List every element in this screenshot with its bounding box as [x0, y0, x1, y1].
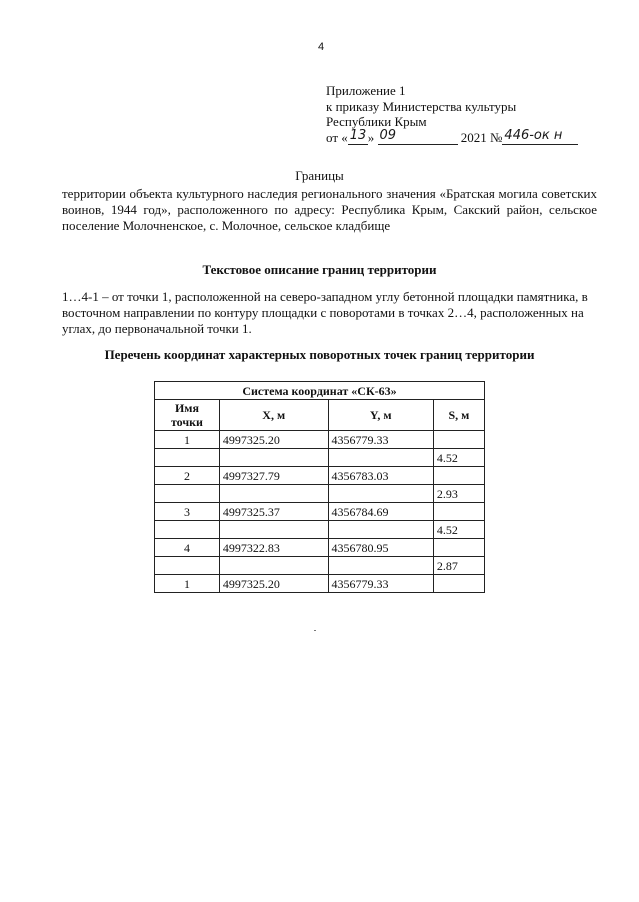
appendix-title: Приложение 1 — [326, 83, 406, 98]
appendix-date-line — [326, 127, 578, 146]
cell-x: 4997325.20 — [219, 575, 328, 593]
document-title: Границы — [295, 168, 344, 183]
cell-s — [433, 539, 484, 557]
cell-x: 4997327.79 — [219, 467, 328, 485]
cell-x: 4997322.83 — [219, 539, 328, 557]
cell-point-name — [155, 485, 220, 503]
cell-x — [219, 449, 328, 467]
cell-point-name: 3 — [155, 503, 220, 521]
cell-y — [328, 485, 433, 503]
table-row — [155, 557, 485, 575]
cell-point-name — [155, 449, 220, 467]
cell-s — [433, 575, 484, 593]
cell-s: 4.52 — [433, 521, 484, 539]
coordinates-list-heading: Перечень координат характерных поворотных точек границ территории — [104, 347, 535, 362]
table-row — [155, 449, 485, 467]
cell-s — [433, 467, 484, 485]
scan-speck — [314, 630, 316, 631]
handwritten-day: 13 — [349, 127, 367, 143]
cell-y — [328, 521, 433, 539]
cell-point-name — [155, 521, 220, 539]
cell-point-name — [155, 557, 220, 575]
text-description-heading: Текстовое описание границ территории — [202, 262, 437, 277]
appendix-republic-line: Республики Крым — [326, 114, 427, 129]
column-header-x: X, м — [219, 400, 328, 431]
territory-description: территории объекта культурного наследия регионального значения «Братская могила советских воинов, 1944 год», расположенного по адресу: Республика Крым, Сакский район, сельское поселение Молочненское, с. Молочное, сельское кладбище — [62, 186, 597, 233]
cell-s: 2.93 — [433, 485, 484, 503]
cell-x — [219, 521, 328, 539]
cell-y — [328, 557, 433, 575]
table-row — [155, 575, 485, 593]
day-blank — [348, 127, 368, 145]
date-prefix: от « — [326, 129, 348, 145]
cell-s — [433, 431, 484, 449]
cell-point-name: 1 — [155, 575, 220, 593]
number-blank — [502, 127, 578, 145]
cell-x — [219, 557, 328, 575]
cell-point-name: 1 — [155, 431, 220, 449]
page-number: 4 — [317, 41, 325, 53]
cell-point-name: 4 — [155, 539, 220, 557]
cell-s: 4.52 — [433, 449, 484, 467]
cell-s — [433, 503, 484, 521]
cell-y: 4356784.69 — [328, 503, 433, 521]
coordinates-table — [154, 381, 485, 593]
month-blank — [378, 127, 458, 145]
cell-point-name: 2 — [155, 467, 220, 485]
table-row — [155, 431, 485, 449]
table-row — [155, 467, 485, 485]
text-description-paragraph: 1…4-1 – от точки 1, расположенной на северо-западном углу бетонной площадки памятника, в восточном направлении по контуру площадки с поворотами в точках 2…4, расположенных на углах, до первоначальной точки 1. — [62, 289, 588, 336]
handwritten-month: 09 — [379, 127, 397, 143]
date-mid: » — [367, 129, 375, 145]
cell-y: 4356779.33 — [328, 431, 433, 449]
coordinate-system-header: Система координат «СК-63» — [155, 382, 485, 400]
handwritten-number: 446-ок н — [504, 127, 563, 143]
year-label: 2021 № — [460, 129, 503, 145]
column-header-y: Y, м — [328, 400, 433, 431]
appendix-block — [326, 83, 578, 145]
cell-y — [328, 449, 433, 467]
cell-x: 4997325.20 — [219, 431, 328, 449]
appendix-order-line: к приказу Министерства культуры — [326, 98, 517, 114]
cell-x — [219, 485, 328, 503]
column-header-point-name: Имя точки — [155, 400, 220, 431]
table-row — [155, 503, 485, 521]
table-row — [155, 485, 485, 503]
cell-x: 4997325.37 — [219, 503, 328, 521]
cell-y: 4356783.03 — [328, 467, 433, 485]
table-row — [155, 521, 485, 539]
cell-y: 4356780.95 — [328, 539, 433, 557]
cell-y: 4356779.33 — [328, 575, 433, 593]
table-row — [155, 539, 485, 557]
cell-s: 2.87 — [433, 557, 484, 575]
column-header-s: S, м — [433, 400, 484, 431]
